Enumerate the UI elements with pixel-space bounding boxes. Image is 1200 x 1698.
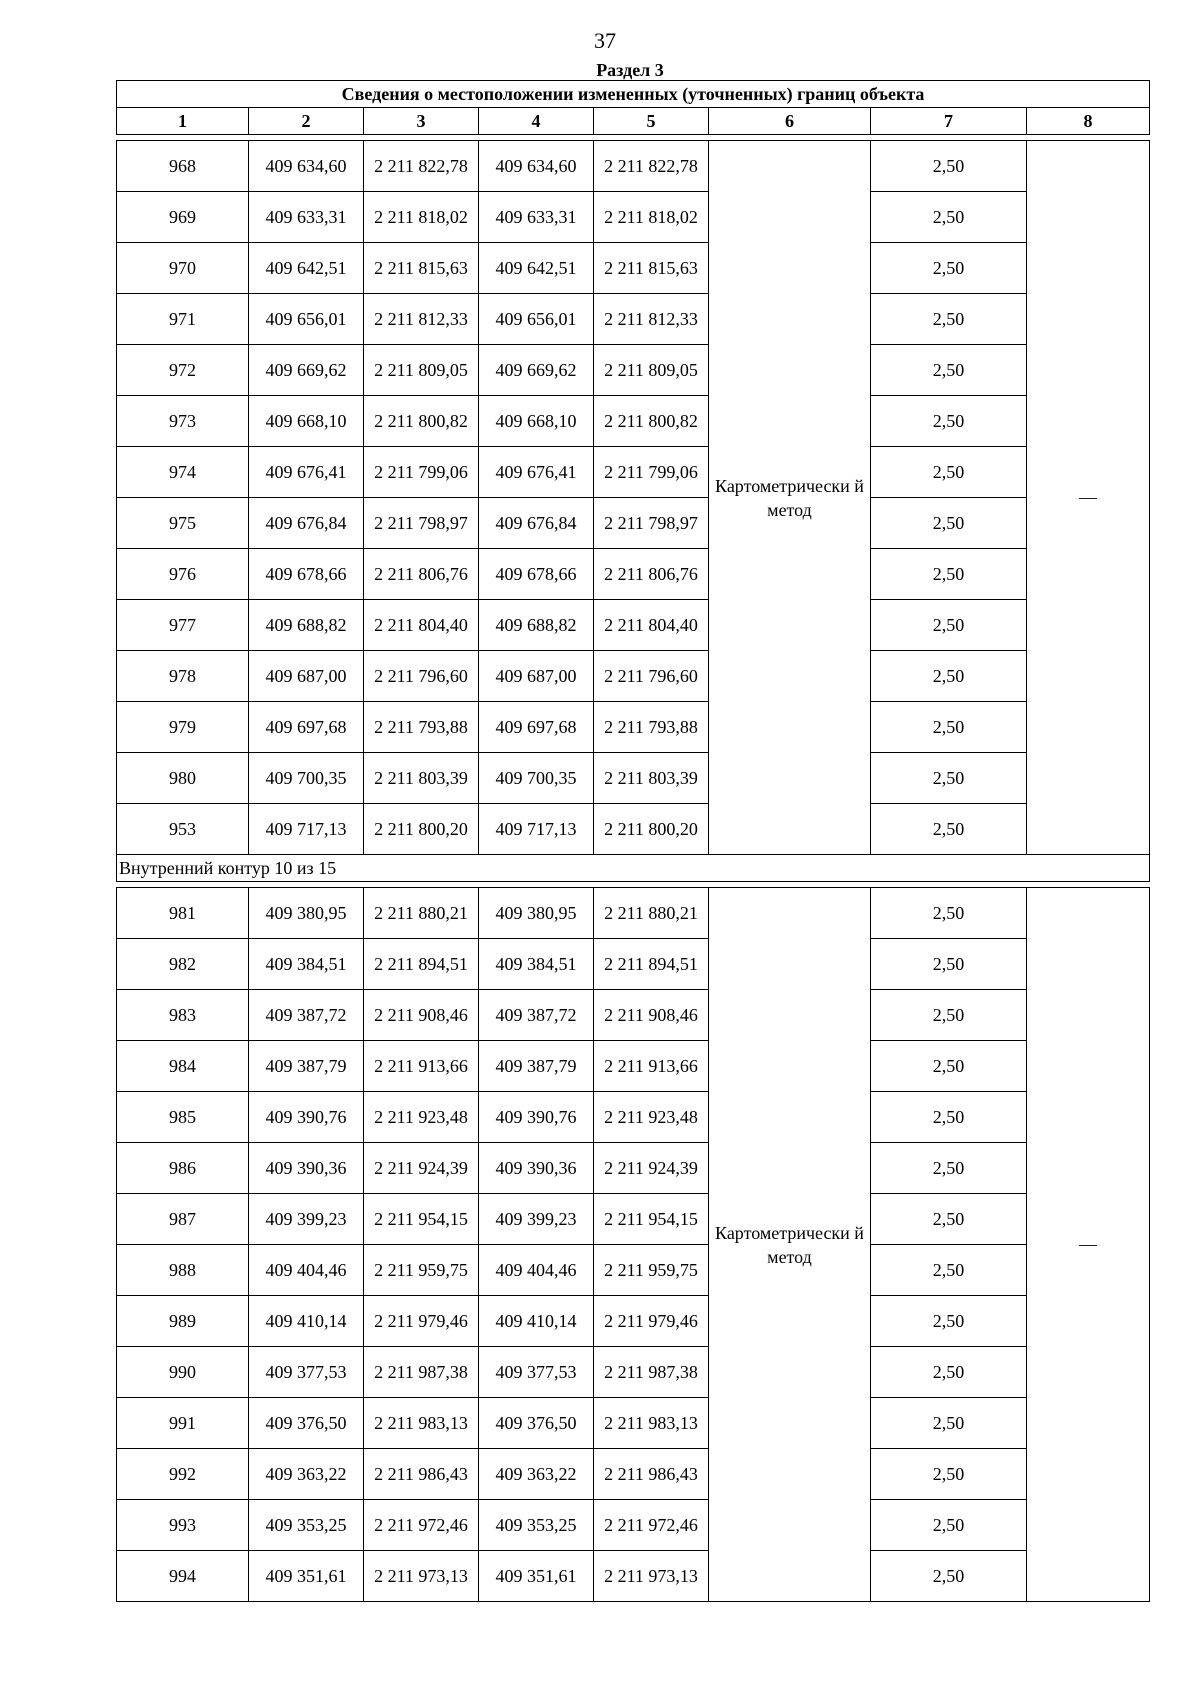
x-coordinate-new: 409 351,61 — [479, 1551, 594, 1602]
x-coordinate: 409 353,25 — [249, 1500, 364, 1551]
y-coordinate-new: 2 211 804,40 — [594, 600, 709, 651]
y-coordinate: 2 211 959,75 — [364, 1245, 479, 1296]
table-row — [117, 990, 1150, 1041]
y-coordinate-new: 2 211 954,15 — [594, 1194, 709, 1245]
x-coordinate-new: 409 717,13 — [479, 804, 594, 855]
column-number: 6 — [709, 108, 871, 135]
y-coordinate: 2 211 815,63 — [364, 243, 479, 294]
y-coordinate: 2 211 793,88 — [364, 702, 479, 753]
accuracy-value: 2,50 — [871, 600, 1027, 651]
section-label: Раздел 3 — [596, 60, 664, 80]
table-row — [117, 141, 1150, 192]
accuracy-value: 2,50 — [871, 294, 1027, 345]
point-number: 974 — [117, 447, 249, 498]
point-number: 953 — [117, 804, 249, 855]
column-8-dash: — — [1027, 888, 1150, 1602]
accuracy-value: 2,50 — [871, 549, 1027, 600]
x-coordinate-new: 409 668,10 — [479, 396, 594, 447]
x-coordinate-new: 409 676,41 — [479, 447, 594, 498]
table-row — [117, 1296, 1150, 1347]
y-coordinate: 2 211 799,06 — [364, 447, 479, 498]
table-row — [117, 1347, 1150, 1398]
table-row — [117, 294, 1150, 345]
y-coordinate-new: 2 211 793,88 — [594, 702, 709, 753]
accuracy-value: 2,50 — [871, 753, 1027, 804]
table-row — [117, 1143, 1150, 1194]
table-row — [117, 243, 1150, 294]
accuracy-value: 2,50 — [871, 1551, 1027, 1602]
x-coordinate-new: 409 376,50 — [479, 1398, 594, 1449]
x-coordinate-new: 409 669,62 — [479, 345, 594, 396]
x-coordinate: 409 384,51 — [249, 939, 364, 990]
x-coordinate-new: 409 688,82 — [479, 600, 594, 651]
point-number: 978 — [117, 651, 249, 702]
y-coordinate: 2 211 796,60 — [364, 651, 479, 702]
y-coordinate-new: 2 211 799,06 — [594, 447, 709, 498]
point-number: 972 — [117, 345, 249, 396]
x-coordinate-new: 409 633,31 — [479, 192, 594, 243]
y-coordinate-new: 2 211 880,21 — [594, 888, 709, 939]
y-coordinate-new: 2 211 798,97 — [594, 498, 709, 549]
accuracy-value: 2,50 — [871, 447, 1027, 498]
accuracy-value: 2,50 — [871, 990, 1027, 1041]
y-coordinate: 2 211 923,48 — [364, 1092, 479, 1143]
accuracy-value: 2,50 — [871, 243, 1027, 294]
point-number: 980 — [117, 753, 249, 804]
accuracy-value: 2,50 — [871, 939, 1027, 990]
x-coordinate-new: 409 380,95 — [479, 888, 594, 939]
x-coordinate-new: 409 390,76 — [479, 1092, 594, 1143]
point-number: 979 — [117, 702, 249, 753]
y-coordinate-new: 2 211 913,66 — [594, 1041, 709, 1092]
table-row — [117, 447, 1150, 498]
x-coordinate: 409 404,46 — [249, 1245, 364, 1296]
table-row — [117, 702, 1150, 753]
table-row — [117, 1449, 1150, 1500]
accuracy-value: 2,50 — [871, 1194, 1027, 1245]
x-coordinate-new: 409 377,53 — [479, 1347, 594, 1398]
accuracy-value: 2,50 — [871, 1398, 1027, 1449]
x-coordinate: 409 387,72 — [249, 990, 364, 1041]
y-coordinate: 2 211 818,02 — [364, 192, 479, 243]
column-number: 8 — [1027, 108, 1150, 135]
x-coordinate-new: 409 410,14 — [479, 1296, 594, 1347]
x-coordinate-new: 409 384,51 — [479, 939, 594, 990]
y-coordinate: 2 211 987,38 — [364, 1347, 479, 1398]
x-coordinate: 409 642,51 — [249, 243, 364, 294]
x-coordinate-new: 409 387,72 — [479, 990, 594, 1041]
table-row — [117, 1398, 1150, 1449]
y-coordinate-new: 2 211 796,60 — [594, 651, 709, 702]
y-coordinate: 2 211 803,39 — [364, 753, 479, 804]
x-coordinate: 409 399,23 — [249, 1194, 364, 1245]
accuracy-value: 2,50 — [871, 1143, 1027, 1194]
method-cell: Картометрически й метод — [709, 888, 871, 1602]
y-coordinate-new: 2 211 809,05 — [594, 345, 709, 396]
x-coordinate-new: 409 387,79 — [479, 1041, 594, 1092]
y-coordinate-new: 2 211 803,39 — [594, 753, 709, 804]
x-coordinate: 409 700,35 — [249, 753, 364, 804]
point-number: 968 — [117, 141, 249, 192]
x-coordinate: 409 377,53 — [249, 1347, 364, 1398]
y-coordinate-new: 2 211 908,46 — [594, 990, 709, 1041]
accuracy-value: 2,50 — [871, 1347, 1027, 1398]
point-number: 987 — [117, 1194, 249, 1245]
accuracy-value: 2,50 — [871, 1041, 1027, 1092]
column-number-row — [117, 108, 1150, 135]
y-coordinate: 2 211 973,13 — [364, 1551, 479, 1602]
y-coordinate-new: 2 211 894,51 — [594, 939, 709, 990]
point-number: 994 — [117, 1551, 249, 1602]
y-coordinate: 2 211 880,21 — [364, 888, 479, 939]
x-coordinate: 409 717,13 — [249, 804, 364, 855]
y-coordinate: 2 211 908,46 — [364, 990, 479, 1041]
accuracy-value: 2,50 — [871, 1296, 1027, 1347]
y-coordinate-new: 2 211 822,78 — [594, 141, 709, 192]
accuracy-value: 2,50 — [871, 345, 1027, 396]
point-number: 970 — [117, 243, 249, 294]
y-coordinate: 2 211 979,46 — [364, 1296, 479, 1347]
x-coordinate: 409 390,76 — [249, 1092, 364, 1143]
x-coordinate: 409 410,14 — [249, 1296, 364, 1347]
y-coordinate: 2 211 924,39 — [364, 1143, 479, 1194]
column-number: 3 — [364, 108, 479, 135]
accuracy-value: 2,50 — [871, 1245, 1027, 1296]
y-coordinate-new: 2 211 923,48 — [594, 1092, 709, 1143]
table-row — [117, 192, 1150, 243]
coordinates-table — [116, 80, 1150, 1602]
column-number: 4 — [479, 108, 594, 135]
accuracy-value: 2,50 — [871, 498, 1027, 549]
y-coordinate: 2 211 804,40 — [364, 600, 479, 651]
y-coordinate-new: 2 211 818,02 — [594, 192, 709, 243]
x-coordinate-new: 409 678,66 — [479, 549, 594, 600]
column-number: 7 — [871, 108, 1027, 135]
point-number: 986 — [117, 1143, 249, 1194]
x-coordinate-new: 409 642,51 — [479, 243, 594, 294]
x-coordinate-new: 409 687,00 — [479, 651, 594, 702]
point-number: 983 — [117, 990, 249, 1041]
x-coordinate-new: 409 676,84 — [479, 498, 594, 549]
y-coordinate-new: 2 211 973,13 — [594, 1551, 709, 1602]
accuracy-value: 2,50 — [871, 141, 1027, 192]
y-coordinate-new: 2 211 924,39 — [594, 1143, 709, 1194]
x-coordinate-new: 409 656,01 — [479, 294, 594, 345]
y-coordinate: 2 211 972,46 — [364, 1500, 479, 1551]
y-coordinate-new: 2 211 800,20 — [594, 804, 709, 855]
y-coordinate: 2 211 812,33 — [364, 294, 479, 345]
point-number: 993 — [117, 1500, 249, 1551]
x-coordinate: 409 387,79 — [249, 1041, 364, 1092]
point-number: 969 — [117, 192, 249, 243]
x-coordinate: 409 676,84 — [249, 498, 364, 549]
accuracy-value: 2,50 — [871, 1500, 1027, 1551]
contour-label: Внутренний контур 10 из 15 — [117, 855, 1150, 882]
point-number: 992 — [117, 1449, 249, 1500]
table-row — [117, 939, 1150, 990]
table-row — [117, 651, 1150, 702]
x-coordinate-new: 409 363,22 — [479, 1449, 594, 1500]
x-coordinate-new: 409 697,68 — [479, 702, 594, 753]
x-coordinate: 409 669,62 — [249, 345, 364, 396]
table-row — [117, 1041, 1150, 1092]
point-number: 989 — [117, 1296, 249, 1347]
table-row — [117, 1194, 1150, 1245]
accuracy-value: 2,50 — [871, 192, 1027, 243]
table-row — [117, 396, 1150, 447]
accuracy-value: 2,50 — [871, 651, 1027, 702]
point-number: 976 — [117, 549, 249, 600]
x-coordinate: 409 376,50 — [249, 1398, 364, 1449]
x-coordinate: 409 687,00 — [249, 651, 364, 702]
table-row — [117, 753, 1150, 804]
page-number: 37 — [594, 28, 616, 53]
x-coordinate-new: 409 399,23 — [479, 1194, 594, 1245]
x-coordinate: 409 351,61 — [249, 1551, 364, 1602]
x-coordinate: 409 380,95 — [249, 888, 364, 939]
y-coordinate: 2 211 798,97 — [364, 498, 479, 549]
y-coordinate: 2 211 800,82 — [364, 396, 479, 447]
y-coordinate-new: 2 211 983,13 — [594, 1398, 709, 1449]
x-coordinate-new: 409 390,36 — [479, 1143, 594, 1194]
y-coordinate: 2 211 894,51 — [364, 939, 479, 990]
y-coordinate-new: 2 211 979,46 — [594, 1296, 709, 1347]
method-cell: Картометрически й метод — [709, 141, 871, 855]
point-number: 981 — [117, 888, 249, 939]
table-row — [117, 804, 1150, 855]
y-coordinate-new: 2 211 815,63 — [594, 243, 709, 294]
y-coordinate: 2 211 800,20 — [364, 804, 479, 855]
x-coordinate: 409 633,31 — [249, 192, 364, 243]
point-number: 990 — [117, 1347, 249, 1398]
table-row — [117, 1551, 1150, 1602]
x-coordinate: 409 676,41 — [249, 447, 364, 498]
point-number: 973 — [117, 396, 249, 447]
table-row — [117, 888, 1150, 939]
x-coordinate-new: 409 700,35 — [479, 753, 594, 804]
table-row — [117, 345, 1150, 396]
point-number: 977 — [117, 600, 249, 651]
point-number: 991 — [117, 1398, 249, 1449]
table-row — [117, 549, 1150, 600]
x-coordinate-new: 409 404,46 — [479, 1245, 594, 1296]
x-coordinate: 409 688,82 — [249, 600, 364, 651]
point-number: 971 — [117, 294, 249, 345]
contour-label-row — [117, 855, 1150, 882]
y-coordinate-new: 2 211 800,82 — [594, 396, 709, 447]
point-number: 984 — [117, 1041, 249, 1092]
column-number: 2 — [249, 108, 364, 135]
y-coordinate: 2 211 986,43 — [364, 1449, 479, 1500]
column-number: 1 — [117, 108, 249, 135]
y-coordinate-new: 2 211 959,75 — [594, 1245, 709, 1296]
table-title: Сведения о местоположении измененных (уточненных) границ объекта — [117, 81, 1150, 108]
table-row — [117, 1092, 1150, 1143]
column-8-dash: — — [1027, 141, 1150, 855]
column-number: 5 — [594, 108, 709, 135]
table-row — [117, 600, 1150, 651]
y-coordinate: 2 211 822,78 — [364, 141, 479, 192]
x-coordinate: 409 656,01 — [249, 294, 364, 345]
x-coordinate: 409 668,10 — [249, 396, 364, 447]
y-coordinate-new: 2 211 987,38 — [594, 1347, 709, 1398]
x-coordinate: 409 363,22 — [249, 1449, 364, 1500]
point-number: 985 — [117, 1092, 249, 1143]
table-row — [117, 498, 1150, 549]
point-number: 975 — [117, 498, 249, 549]
x-coordinate-new: 409 353,25 — [479, 1500, 594, 1551]
x-coordinate: 409 678,66 — [249, 549, 364, 600]
x-coordinate: 409 634,60 — [249, 141, 364, 192]
x-coordinate-new: 409 634,60 — [479, 141, 594, 192]
accuracy-value: 2,50 — [871, 1449, 1027, 1500]
y-coordinate: 2 211 954,15 — [364, 1194, 479, 1245]
x-coordinate: 409 697,68 — [249, 702, 364, 753]
accuracy-value: 2,50 — [871, 702, 1027, 753]
x-coordinate: 409 390,36 — [249, 1143, 364, 1194]
y-coordinate: 2 211 806,76 — [364, 549, 479, 600]
y-coordinate: 2 211 983,13 — [364, 1398, 479, 1449]
y-coordinate-new: 2 211 806,76 — [594, 549, 709, 600]
table-row — [117, 1245, 1150, 1296]
point-number: 988 — [117, 1245, 249, 1296]
accuracy-value: 2,50 — [871, 804, 1027, 855]
y-coordinate: 2 211 809,05 — [364, 345, 479, 396]
accuracy-value: 2,50 — [871, 1092, 1027, 1143]
table-row — [117, 1500, 1150, 1551]
y-coordinate-new: 2 211 972,46 — [594, 1500, 709, 1551]
point-number: 982 — [117, 939, 249, 990]
accuracy-value: 2,50 — [871, 396, 1027, 447]
y-coordinate: 2 211 913,66 — [364, 1041, 479, 1092]
y-coordinate-new: 2 211 812,33 — [594, 294, 709, 345]
y-coordinate-new: 2 211 986,43 — [594, 1449, 709, 1500]
accuracy-value: 2,50 — [871, 888, 1027, 939]
